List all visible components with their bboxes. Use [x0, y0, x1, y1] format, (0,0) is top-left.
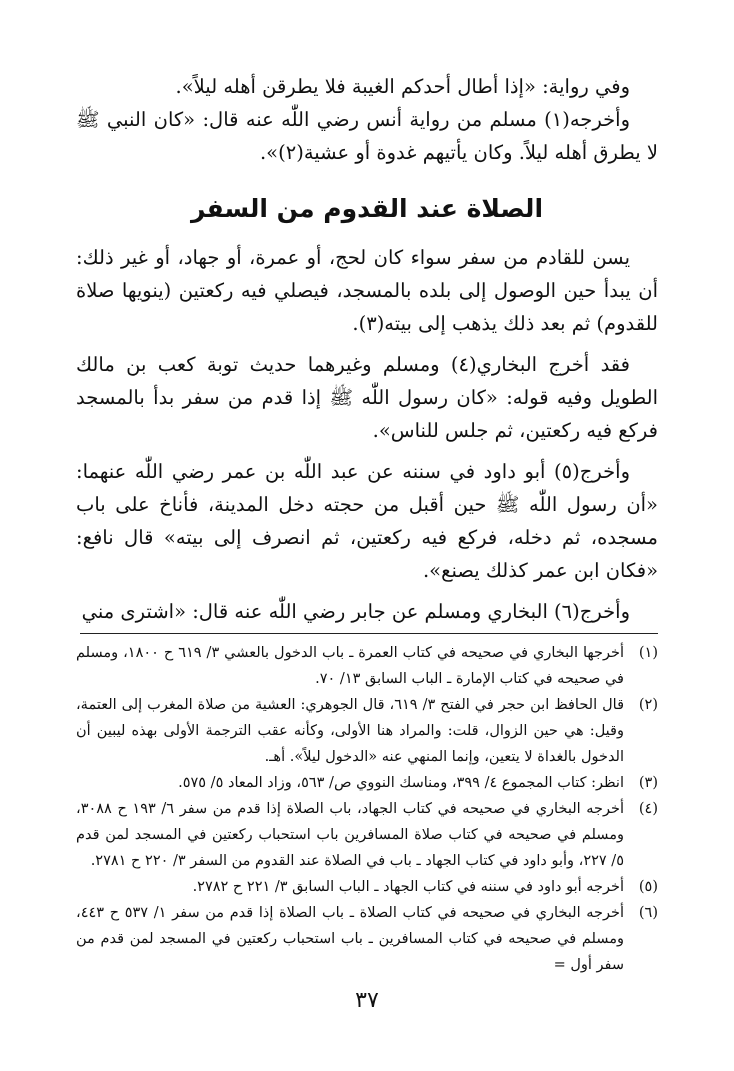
footnote-number: (٦)	[638, 905, 658, 921]
section-body	[76, 241, 658, 636]
footnote-text: أخرجها البخاري في صحيحه في كتاب العمرة ـ باب الدخول بالعشي ٣/ ٦١٩ ح ١٨٠٠، ومسلم في صحيحه في كتاب الإمارة ـ الباب السابق ١٣/ ٧٠.	[76, 645, 624, 687]
footnotes-list	[76, 640, 658, 978]
footnote-number: (٥)	[638, 879, 658, 895]
intro-paragraph: وأخرجه(١) مسلم من رواية أنس رضي اللّٰه عنه قال: «كان النبي ﷺ لا يطرق أهله ليلاً. وكان يأتيهم غدوة أو عشية(٢)».	[76, 108, 658, 164]
footnote-number: (٤)	[638, 801, 658, 817]
footnote	[76, 640, 658, 692]
footnote-number: (٢)	[638, 697, 658, 713]
footnote	[76, 796, 658, 874]
intro-text	[76, 70, 658, 169]
footnote-divider	[80, 633, 658, 634]
page-number: ٣٧	[355, 988, 379, 1013]
body-paragraph: يسن للقادم من سفر سواء كان لحج، أو عمرة، أو جهاد، أو غير ذلك: أن يبدأ حين الوصول إلى بلده بالمسجد، فيصلي فيه ركعتين (ينويها صلاة للقدوم) ثم بعد ذلك يذهب إلى بيته(٣).	[76, 246, 658, 335]
footnote-text: انظر: كتاب المجموع ٤/ ٣٩٩، ومناسك النووي ص/ ٥٦٣، وزاد المعاد ٥/ ٥٧٥.	[178, 775, 624, 791]
footnote-text: أخرجه البخاري في صحيحه في كتاب الجهاد، باب الصلاة إذا قدم من سفر ٦/ ١٩٣ ح ٣٠٨٨، ومسلم في صحيحه في كتاب صلاة المسافرين باب استحباب ركعتين في المسجد لمن قدم ٥/ ٢٢٧، وأبو داود في كتاب الجهاد ـ باب في الصلاة عند القدوم من السفر ٣/ ٢٢٠ ح ٢٧٨١.	[76, 801, 624, 869]
footnote-text: قال الحافظ ابن حجر في الفتح ٣/ ٦١٩، قال الجوهري: العشية من صلاة المغرب إلى العتمة، وقيل: هي حين الزوال، قلت: والمراد هنا الأولى، وكأنه عقب الترجمة الأولى بهذه ليبين أن الدخول بالغداة لا يتعين، وإنما المنهي عنه «الدخول ليلاً». أهـ.	[76, 697, 625, 765]
footnote	[76, 874, 658, 900]
footnote	[76, 692, 658, 770]
intro-paragraph: وفي رواية: «إذا أطال أحدكم الغيبة فلا يطرقن أهله ليلاً».	[175, 75, 630, 98]
footnote	[76, 900, 658, 978]
body-paragraph: وأخرج(٦) البخاري ومسلم عن جابر رضي اللّٰه عنه قال: «اشترى مني	[81, 600, 630, 623]
footnote-number: (١)	[638, 645, 658, 661]
body-paragraph: وأخرج(٥) أبو داود في سننه عن عبد اللّٰه بن عمر رضي اللّٰه عنهما: «أن رسول اللّٰه ﷺ حين أقبل من حجته دخل المدينة، فأناخ على باب مسجده، ثم دخله، فركع فيه ركعتين، ثم انصرف إلى بيته» قال نافع: «فكان ابن عمر كذلك يصنع».	[76, 460, 658, 582]
footnote-number: (٣)	[638, 775, 658, 791]
body-paragraph: فقد أخرج البخاري(٤) ومسلم وغيرهما حديث توبة كعب بن مالك الطويل وفيه قوله: «كان رسول اللّٰه ﷺ إذا قدم من سفر بدأ بالمسجد فركع فيه ركعتين، ثم جلس للناس».	[76, 353, 658, 442]
footnote-text: أخرجه أبو داود في سننه في كتاب الجهاد ـ الباب السابق ٣/ ٢٢١ ح ٢٧٨٢.	[192, 879, 624, 895]
footnote	[76, 770, 658, 796]
section-heading: الصلاة عند القدوم من السفر	[190, 194, 544, 223]
footnote-text: أخرجه البخاري في صحيحه في كتاب الصلاة ـ باب الصلاة إذا قدم من سفر ١/ ٥٣٧ ح ٤٤٣، ومسلم في صحيحه في كتاب المسافرين ـ باب استحباب ركعتين في المسجد لمن قدم من سفر أول =	[76, 905, 625, 973]
